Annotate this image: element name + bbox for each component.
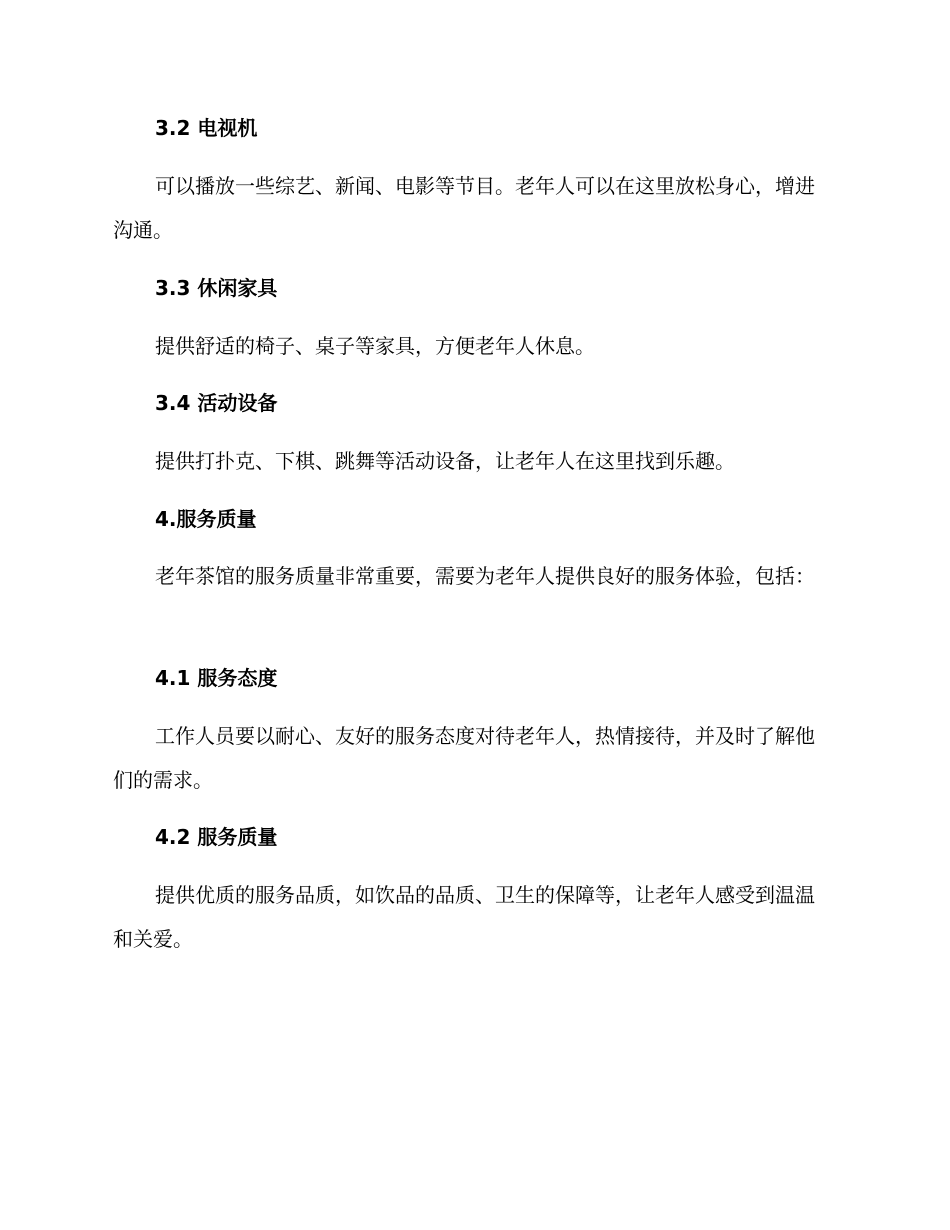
section-heading-service-quality: 4.服务质量 — [155, 507, 257, 531]
section-body-service-quality-detail: 提供优质的服务品质，如饮品的品质、卫生的保障等，让老年人感受到温温和关爱。 — [113, 883, 815, 951]
section-body-service-quality: 老年茶馆的服务质量非常重要，需要为老年人提供良好的服务体验，包括： — [155, 564, 815, 588]
section-body-tv: 可以播放一些综艺、新闻、电影等节目。老年人可以在这里放松身心，增进沟通。 — [113, 174, 815, 242]
section-body-furniture: 提供舒适的椅子、桌子等家具，方便老年人休息。 — [155, 334, 595, 358]
section-body-activity: 提供打扑克、下棋、跳舞等活动设备，让老年人在这里找到乐趣。 — [155, 449, 735, 473]
section-body-service-attitude: 工作人员要以耐心、友好的服务态度对待老年人，热情接待，并及时了解他们的需求。 — [113, 724, 815, 792]
section-heading-activity: 3.4 活动设备 — [155, 391, 278, 415]
section-heading-furniture: 3.3 休闲家具 — [155, 276, 278, 300]
section-heading-service-attitude: 4.1 服务态度 — [155, 666, 278, 690]
section-heading-service-quality-detail: 4.2 服务质量 — [155, 825, 278, 849]
section-heading-tv: 3.2 电视机 — [155, 116, 258, 140]
